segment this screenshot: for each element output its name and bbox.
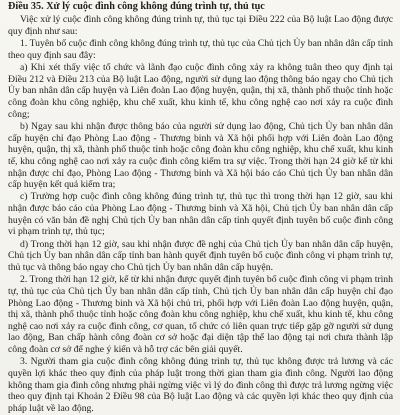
clause-1-point-d: d) Trong thời hạn 12 giờ, sau khi nhận được đề nghị của Chủ tịch Ủy ban nhân dân cấp huyện, Chủ tịch Ủy ban nhân dân cấp tỉnh ban hành quyết định tuyên bố cuộc đình công vi phạm trình tự, thủ tục và thông báo ngay cho Chủ tịch Ủy ban nhân dân cấp huyện. xyxy=(8,238,393,273)
article-title: Điều 35. Xử lý cuộc đình công không đúng trình tự, thủ tục xyxy=(8,1,265,12)
clause-1: 1. Tuyên bố cuộc đình công không đúng trình tự, thủ tục của Chủ tịch Ủy ban nhân dân cấp tỉnh theo quy định sau đây: xyxy=(8,38,393,61)
clause-1-point-a: a) Khi xét thấy việc tổ chức và lãnh đạo cuộc đình công xảy ra không tuân theo quy định tại Điều 212 và Điều 213 của Bộ luật Lao động, người sử dụng lao động thông báo ngay cho Chủ tịch Ủy ban nhân dân cấp huyện và Liên đoàn Lao động huyện, quận, thị xã, thành phố thuộc tỉnh hoặc công đoàn khu công nghiệp, khu chế xuất, khu kinh tế, khu công nghệ cao nơi xảy ra cuộc đình công; xyxy=(8,62,393,120)
clause-3: 3. Người tham gia cuộc đình công không đúng trình tự, thủ tục không được trả lương và các quyền lợi khác theo quy định của pháp luật trong thời gian tham gia đình công. Người lao động không tham gia đình công nhưng phải ngừng việc vì lý do đình công thì được trả lương ngừng việc theo quy định tại Khoản 2 Điều 98 của Bộ luật Lao động và các quyền lợi khác theo quy định của pháp luật về lao động. xyxy=(8,356,393,415)
clause-1-point-b: b) Ngay sau khi nhận được thông báo của người sử dụng lao động, Chủ tịch Ủy ban nhân dân cấp huyện chỉ đạo Phòng Lao động - Thương binh và Xã hội phối hợp với Liên đoàn Lao động huyện, quận, thị xã, thành phố thuộc tỉnh hoặc công đoàn khu công nghiệp, khu chế xuất, khu kinh tế, khu công nghệ cao nơi xảy ra cuộc đình công kiểm tra sự việc. Trong thời hạn 24 giờ kể từ khi nhận được chỉ đạo, Phòng Lao động - Thương binh và Xã hội báo cáo Chủ tịch Ủy ban nhân dân cấp huyện kết quả kiểm tra; xyxy=(8,120,393,191)
clause-1-point-c: c) Trường hợp cuộc đình công không đúng trình tự, thủ tục thì trong thời hạn 12 giờ, sau khi nhận được báo cáo của Phòng Lao động - Thương binh và Xã hội, Chủ tịch Ủy ban nhân dân cấp huyện có văn bản đề nghị Chủ tịch Ủy ban nhân dân cấp tỉnh quyết định tuyên bố cuộc đình công vi phạm trình tự, thủ tục; xyxy=(8,191,393,238)
article-intro: Việc xử lý cuộc đình công không đúng trình tự, thủ tục tại Điều 222 của Bộ luật Lao động được quy định như sau: xyxy=(8,14,393,37)
clause-2: 2. Trong thời hạn 12 giờ, kể từ khi nhận được quyết định tuyên bố cuộc đình công vi phạm trình tự, thủ tục của Chủ tịch Ủy ban nhân dân cấp tỉnh, Chủ tịch Ủy ban nhân dân cấp huyện chỉ đạo Phòng Lao động - Thương binh và Xã hội chủ trì, phối hợp với Liên đoàn Lao động huyện, quận, thị xã, thành phố thuộc tỉnh hoặc công đoàn khu công nghiệp, khu chế xuất, khu kinh tế, khu công nghệ cao nơi xảy ra cuộc đình công, cơ quan, tổ chức có liên quan trực tiếp gặp gỡ người sử dụng lao động, Ban chấp hành công đoàn cơ sở hoặc đại diện tập thể lao động tại nơi chưa thành lập công đoàn cơ sở để nghe ý kiến và hỗ trợ các bên giải quyết. xyxy=(8,274,393,356)
